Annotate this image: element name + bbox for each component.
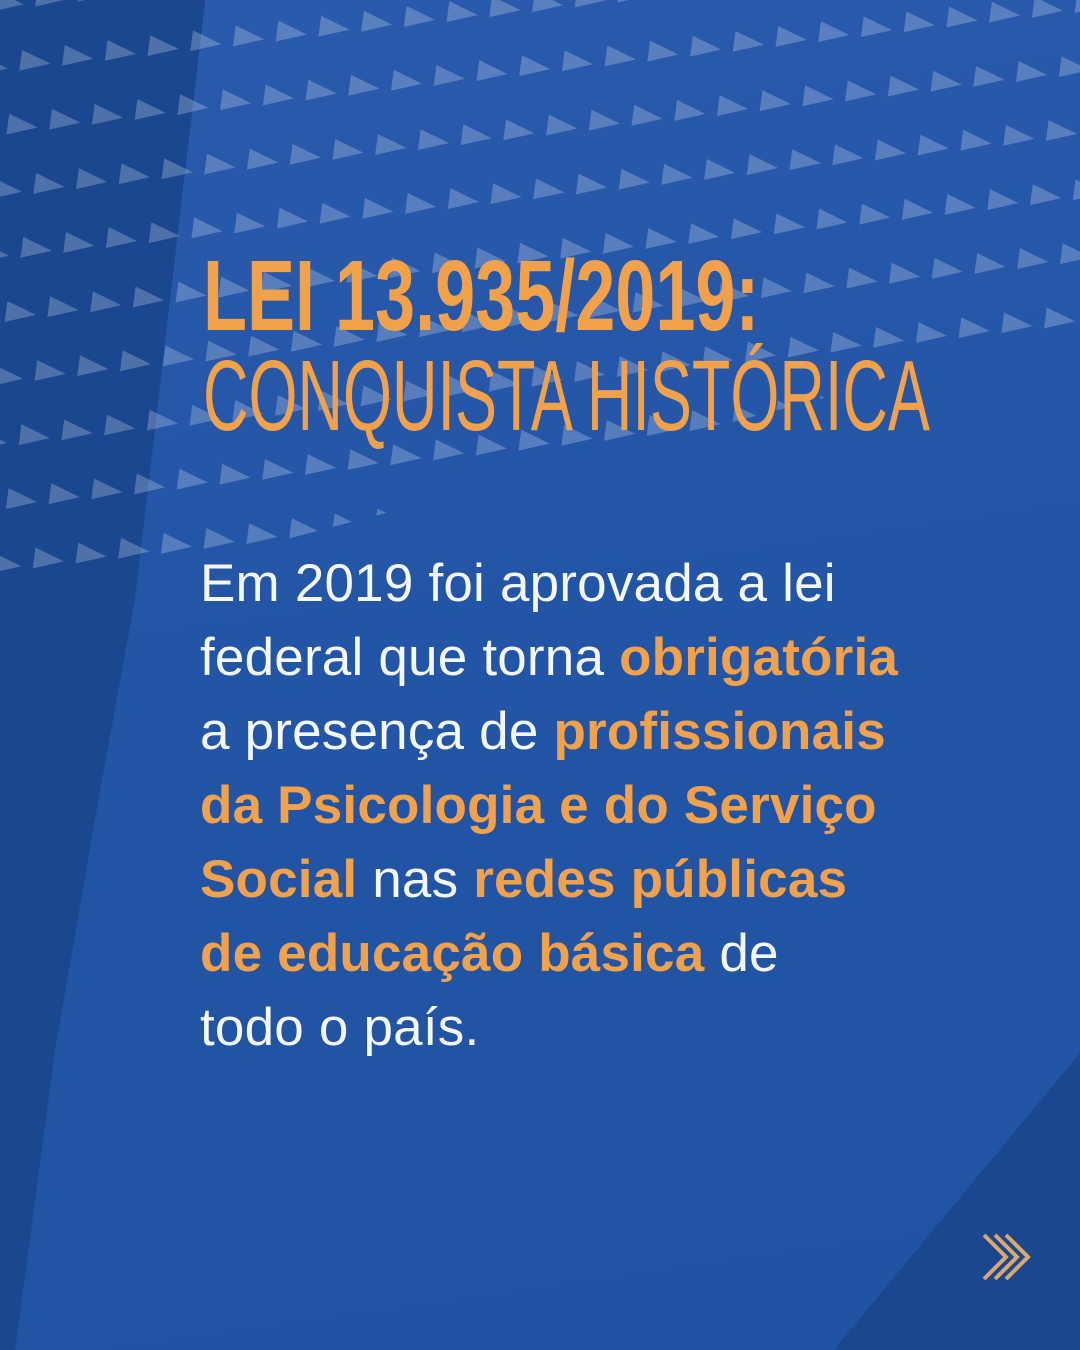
triangle-icon <box>63 232 95 257</box>
title-line-2: CONQUISTA HISTÓRICA <box>203 340 930 452</box>
triangle-icon <box>545 489 577 514</box>
triangle-icon <box>760 90 792 115</box>
triangle-icon <box>0 178 23 203</box>
triangle-icon <box>846 268 878 293</box>
triangle-icon <box>92 104 124 129</box>
triangle-icon <box>190 30 222 55</box>
body-highlight-text: Social <box>200 850 358 909</box>
triangle-icon <box>90 291 122 316</box>
triangle-icon <box>617 0 649 6</box>
triangle-icon <box>489 0 521 21</box>
triangle-icon <box>6 114 38 139</box>
triangle-icon <box>362 198 394 223</box>
triangle-icon <box>460 499 492 524</box>
triangle-icon <box>277 208 309 233</box>
body-line <box>200 695 960 769</box>
triangle-icon <box>0 552 23 577</box>
triangle-icon <box>859 204 891 229</box>
triangle-icon <box>1059 56 1080 81</box>
body-highlight-text: da Psicologia e do Serviço <box>200 776 877 835</box>
triangle-icon <box>1003 125 1035 150</box>
triangle-icon <box>448 188 480 213</box>
triangle-icon <box>163 346 195 371</box>
triangle-icon <box>503 119 535 144</box>
triangle-icon <box>461 124 493 149</box>
triangle-icon <box>1032 0 1064 22</box>
triangle-icon <box>1017 248 1049 273</box>
triangle-icon <box>790 149 822 174</box>
triangle-icon <box>918 135 950 160</box>
triangle-icon <box>306 80 338 105</box>
triangle-icon <box>348 75 380 100</box>
body-line <box>200 843 960 917</box>
triangle-icon <box>861 16 893 41</box>
triangle-icon <box>930 445 962 470</box>
triangle-icon <box>1016 61 1048 86</box>
triangle-icon <box>774 213 806 238</box>
triangle-icon <box>191 217 223 242</box>
body-plain-text: todo o país. <box>200 998 480 1057</box>
body-plain-text: de <box>704 924 779 983</box>
triangle-icon <box>118 538 150 563</box>
triangle-icon <box>47 296 79 321</box>
triangle-icon <box>733 31 765 56</box>
triangle-icon <box>0 429 8 454</box>
triangle-icon <box>434 65 466 90</box>
triangle-icon <box>490 183 522 208</box>
triangle-icon <box>1074 366 1080 391</box>
triangle-icon <box>447 1 479 26</box>
triangle-icon <box>533 178 565 203</box>
triangle-icon <box>348 449 380 474</box>
triangle-icon <box>875 140 907 165</box>
next-chevrons-icon[interactable] <box>980 1232 1032 1282</box>
triangle-icon <box>290 144 322 169</box>
body-plain-text: Em 2019 foi aprovada a lei <box>200 554 836 613</box>
triangle-icon <box>35 360 67 385</box>
triangle-icon <box>661 164 693 189</box>
triangle-icon <box>162 158 194 183</box>
triangle-icon <box>503 494 535 519</box>
triangle-icon <box>147 410 179 435</box>
triangle-icon <box>605 46 637 71</box>
triangle-icon <box>747 154 779 179</box>
body-line <box>200 547 960 621</box>
body-line <box>200 621 960 695</box>
triangle-icon <box>588 484 620 509</box>
triangle-icon <box>6 488 38 513</box>
triangle-icon <box>119 163 151 188</box>
triangle-icon <box>889 263 921 288</box>
triangle-icon <box>361 11 393 36</box>
triangle-icon <box>761 277 793 302</box>
triangle-icon <box>802 460 834 485</box>
triangle-icon <box>177 469 209 494</box>
triangle-icon <box>0 0 25 15</box>
triangle-icon <box>631 479 663 504</box>
triangle-icon <box>318 16 350 41</box>
triangle-icon <box>945 194 977 219</box>
triangle-icon <box>1031 371 1063 396</box>
triangle-icon <box>405 193 437 218</box>
triangle-icon <box>75 543 107 568</box>
triangle-icon <box>973 440 1005 465</box>
triangle-icon <box>845 455 877 480</box>
body-line <box>200 991 960 1065</box>
body-plain-text: nas <box>357 850 474 909</box>
triangle-icon <box>674 100 706 125</box>
triangle-icon <box>576 174 608 199</box>
triangle-icon <box>135 99 167 124</box>
triangle-icon <box>589 110 621 135</box>
body-highlight-text: obrigatória <box>619 628 899 687</box>
triangle-icon <box>716 470 748 495</box>
triangle-icon <box>532 0 564 16</box>
body-line <box>200 917 960 991</box>
triangle-icon <box>76 168 108 193</box>
body-text <box>200 547 960 1065</box>
triangle-icon <box>33 548 65 573</box>
triangle-icon <box>120 350 152 375</box>
body-highlight-text: redes públicas <box>473 850 848 909</box>
triangle-icon <box>19 424 51 449</box>
triangle-icon <box>959 317 991 342</box>
body-line <box>200 769 960 843</box>
triangle-icon <box>62 45 94 70</box>
triangle-icon <box>77 355 109 380</box>
triangle-icon <box>1046 120 1078 145</box>
triangle-icon <box>121 0 153 1</box>
triangle-icon <box>35 0 67 10</box>
triangle-icon <box>888 76 920 101</box>
triangle-icon <box>973 66 1005 91</box>
triangle-icon <box>320 203 352 228</box>
triangle-icon <box>619 169 651 194</box>
triangle-icon <box>246 523 278 548</box>
triangle-icon <box>263 84 295 109</box>
triangle-icon <box>674 474 706 499</box>
triangle-icon <box>575 0 607 11</box>
triangle-icon <box>632 105 664 130</box>
triangle-icon <box>887 450 919 475</box>
triangle-icon <box>832 144 864 169</box>
title-line-1: LEI 13.935/2019: <box>203 240 760 352</box>
triangle-icon <box>5 301 37 326</box>
triangle-icon <box>418 129 450 154</box>
triangle-icon <box>391 70 423 95</box>
triangle-icon <box>375 134 407 159</box>
triangle-icon <box>902 199 934 224</box>
triangle-icon <box>717 95 749 120</box>
triangle-icon <box>404 6 436 31</box>
triangle-icon <box>332 513 364 538</box>
triangle-icon <box>1015 436 1047 461</box>
triangle-icon <box>262 459 294 484</box>
triangle-icon <box>519 55 551 80</box>
triangle-icon <box>204 154 236 179</box>
triangle-icon <box>78 0 110 5</box>
triangle-icon <box>49 109 81 134</box>
triangle-icon <box>989 376 1021 401</box>
triangle-icon <box>276 21 308 46</box>
triangle-icon <box>704 159 736 184</box>
triangle-icon <box>219 464 251 489</box>
body-plain-text: federal que torna <box>200 628 620 687</box>
triangle-icon <box>0 365 24 390</box>
triangle-icon <box>845 81 877 106</box>
triangle-icon <box>987 189 1019 214</box>
body-plain-text: a presença de <box>200 702 554 761</box>
triangle-icon <box>1030 184 1062 209</box>
triangle-icon <box>106 227 138 252</box>
triangle-icon <box>332 139 364 164</box>
triangle-icon <box>818 21 850 46</box>
triangle-icon <box>417 504 449 529</box>
triangle-icon <box>289 518 321 543</box>
triangle-icon <box>960 130 992 155</box>
triangle-icon <box>1044 307 1076 332</box>
triangle-icon <box>177 94 209 119</box>
triangle-icon <box>149 222 181 247</box>
triangle-icon <box>375 509 407 534</box>
triangle-icon <box>1073 179 1080 204</box>
triangle-icon <box>1058 431 1080 456</box>
triangle-icon <box>1001 312 1033 337</box>
triangle-icon <box>91 478 123 503</box>
triangle-icon <box>946 7 978 32</box>
triangle-icon <box>776 26 808 51</box>
triangle-icon <box>0 55 9 80</box>
triangle-icon <box>974 253 1006 278</box>
triangle-icon <box>546 115 578 140</box>
triangle-icon <box>989 2 1021 27</box>
triangle-icon <box>33 173 65 198</box>
triangle-icon <box>816 209 848 234</box>
triangle-icon <box>931 71 963 96</box>
triangle-icon <box>21 237 53 262</box>
triangle-icon <box>234 213 266 238</box>
triangle-icon <box>61 419 93 444</box>
triangle-icon <box>148 35 180 60</box>
triangle-icon <box>161 533 193 558</box>
triangle-icon <box>134 474 166 499</box>
triangle-icon <box>759 465 791 490</box>
body-highlight-text: profissionais <box>553 702 886 761</box>
triangle-icon <box>105 40 137 65</box>
triangle-icon <box>946 381 978 406</box>
triangle-icon <box>690 36 722 61</box>
triangle-icon <box>647 41 679 66</box>
triangle-icon <box>804 272 836 297</box>
triangle-icon <box>1075 0 1080 17</box>
triangle-icon <box>104 415 136 440</box>
triangle-icon <box>220 89 252 114</box>
triangle-icon <box>0 242 10 267</box>
triangle-icon <box>562 50 594 75</box>
triangle-icon <box>476 60 508 85</box>
triangle-icon <box>904 11 936 36</box>
triangle-icon <box>305 454 337 479</box>
triangle-icon <box>1060 243 1080 268</box>
triangle-icon <box>133 287 165 312</box>
body-highlight-text: de educação básica <box>200 924 705 983</box>
triangle-icon <box>233 25 265 50</box>
triangle-icon <box>247 149 279 174</box>
triangle-icon <box>932 258 964 283</box>
triangle-icon <box>660 0 692 2</box>
triangle-icon <box>802 85 834 110</box>
triangle-icon <box>49 483 81 508</box>
triangle-icon <box>19 50 51 75</box>
